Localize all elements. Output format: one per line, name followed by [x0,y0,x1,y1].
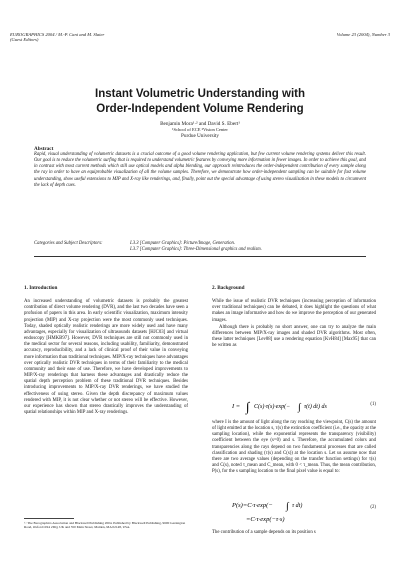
svg-text:τ(t) dt) ds: τ(t) dt) ds [304,404,327,410]
background-paragraph-4: The contribution of a sample depends on its position s [212,530,316,535]
background-paragraph-1: While the issue of realistic DVR techniques (increasing perception of information over traditional techniques) can be debated, it does highlight the questions of what makes an image informative and how do we improve the perception of our generated images. [212,299,376,323]
paper-title-line-2: Order-Independent Volume Rendering [96,103,304,115]
category-1: I.3.3 [Computer Graphics]: Picture/Image, Generation. [130,241,236,246]
equation-2 [212,497,376,527]
abstract-body: Rapid, visual understanding of volumetric datasets is a crucial outcome of a good volume rendering application, but few current volume rendering systems deliver this result. Our goal is to reduce the volumetric surfing that is required to understand volumetric features by conveying more information in fewer images. In order to achieve this goal, and in contrast with most current methods which still use optical models and alpha blending, our approach reintroduces the order-independent contribution of every sample along the ray in order to have an equiprobable visualization of all the volume samples. Therefore, we demonstrate how order-independent sampling can be suitable for fast volume understanding, show useful extensions to MIP and X-ray like renderings, and, finally, point out the special advantage of using stereo visualization in these models to circumvent the lack of depth cues. [34,152,366,188]
editors-line: (Guest Editors) [10,37,39,43]
categories-label: Categories and Subject Descriptors: [34,241,103,246]
footnote-rule [24,518,74,519]
copyright-notice: © The Eurographics Association and Blackwell Publishing 2004. Published by Blackwell Publishing, 9600 Garsington Road, Oxford OX4 2DQ, UK and 350 Main Street, Malden, MA 02148, USA. [24,521,186,530]
section-heading-introduction: 1. Introduction [24,285,58,291]
svg-text:∫: ∫ [298,402,301,413]
abstract-heading: Abstract [34,146,54,152]
category-line-2 [34,247,366,253]
running-header-left [10,32,104,43]
running-header-right: Volume 23 (2004), Number 3 [336,32,390,37]
author-affiliations: ¹School of ECE ²Vision Center [172,127,228,132]
equation-2-number: (2) [370,505,376,510]
abstract-rule [34,256,366,257]
conference-line: EUROGRAPHICS 2004 / M.-P. Cani and M. Slater [10,32,105,37]
svg-text:∫: ∫ [286,501,289,512]
svg-text:∫: ∫ [246,399,250,414]
equation-1 [212,394,376,418]
svg-text:P(s)=C·τ·exp(−: P(s)=C·τ·exp(− [232,502,273,509]
right-column [212,285,376,350]
author-university: Purdue University [181,133,219,139]
svg-text:C(s)·τ(s)·exp(−: C(s)·τ(s)·exp(− [254,404,291,410]
contribution-equation-graphic [232,497,352,527]
background-paragraph-3: where I is the amount of light along the ray reaching the viewpoint, C(s) the amount of light emitted at the location s, τ(s) the extinction coefficient (i.e., the opacity at the sampling location), while the exponential represents the transparency (visibility) coefficient between the eye (s=0) and s. Therefore, the accumulated colors and transparencies along the rays depend on two fundamental processes that are called classification and shading (τ(s) and C(s)) at the location s. Let us assume now that there are two average values (depending on the transfer function settings) for τ(s) and C(s), noted τ_mean and C_mean, with 0 < τ_mean. Thus, the mean contribution, P(s), for the s sampling location to the final pixel value is equal to: [212,420,376,475]
category-2: I.3.7 [Computer Graphics]: Three-Dimensional graphics and realism. [130,247,262,252]
paper-title-line-1: Instant Volumetric Understanding with [95,88,305,100]
right-column-end [212,530,376,537]
svg-text:τ dt): τ dt) [292,503,303,509]
left-column [24,285,188,417]
equation-1-number: (1) [370,402,376,407]
right-column-continued [212,420,376,476]
section-heading-background: 2. Background [212,285,245,291]
introduction-paragraph: An increased understanding of volumetric datasets is probably the greatest contribution of direct volume rendering (DVR), and the last two decades have seen a profusion of papers in this area. In early scientific visualization, maximum intensity projection (MIP) and X-ray projection were the most commonly used techniques. Today, shaded optically realistic renderings are more widely used and have many advantages, especially for visualization of ultrasounds datasets [HJC03] and virtual endoscopy [HMKB97]. However, DVR techniques are still not commonly used in the medical sector for several reasons, including usability, familiarity, demonstrated accuracy, reproducibility, and a lack of clinical proof of their value in conveying more information than traditional techniques. MIP/X-ray techniques have advantages over optically realistic DVR techniques in terms of their familiarity to the medical community and their ease of use. Therefore, we have developed improvements to MIP/X-ray renderings that harness these advantages and drastically reduce the spatial depth perception problem of these traditional DVR techniques. Besides introducing improvements to MIP/X-ray DVR renderings, we have studied the effectiveness of using stereo. Given the depth discrepancy of maximum values rendered with MIP, it is not clear whether or not stereo will be effective. However, our experience has shown that stereo drastically improves the understanding of spatial relationships within MIP and X-ray renderings. [24,299,188,415]
rendering-equation-graphic [232,394,352,418]
svg-text:=C·τ·exp(−τ·s): =C·τ·exp(−τ·s) [246,516,285,523]
background-paragraph-2: Although there is probably no short answer, one can try to analyze the main differences between MIP/X-ray images and shaded DVR algorithms. Most often, these latter techniques [Lev88] use a rendering equation [KvH84] [Max95] that can be written as [212,324,376,349]
svg-text:I =: I = [232,403,241,410]
author-names: Benjamin Mora¹·² and David S. Ebert¹ [160,121,240,127]
